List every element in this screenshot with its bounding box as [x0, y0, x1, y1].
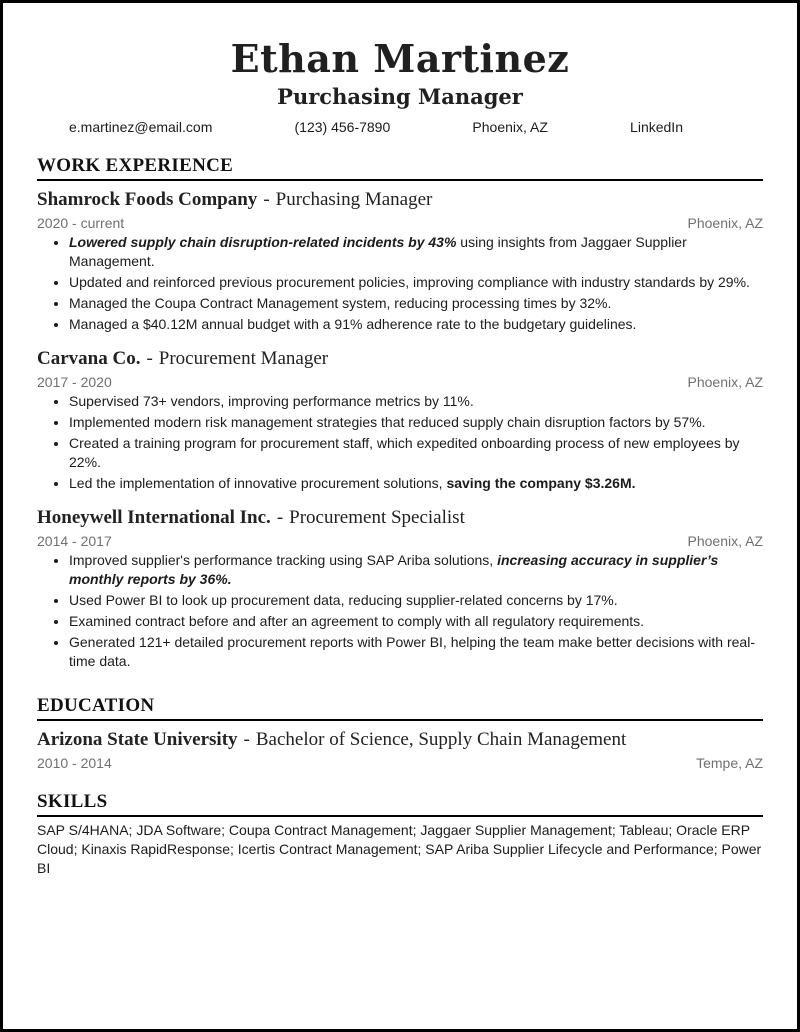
company-name: Honeywell International Inc.: [37, 507, 271, 528]
education-header: Arizona State University - Bachelor of Science, Supply Chain Management: [37, 729, 627, 750]
skills-heading: SKILLS: [37, 791, 763, 817]
job-role: Procurement Specialist: [289, 507, 465, 528]
job-bullets: [37, 392, 763, 493]
school-name: Arizona State University: [37, 729, 238, 750]
education-dates: 2010 - 2014: [37, 755, 112, 771]
job-location: Phoenix, AZ: [687, 215, 763, 231]
job-dates: 2017 - 2020: [37, 374, 112, 390]
degree-name: Bachelor of Science, Supply Chain Management: [255, 729, 627, 750]
bullet-item: • Improved supplier's performance tracking using SAP Ariba solutions, increasing accuracy in supplier’s monthly reports by 36%.: [69, 551, 763, 589]
job-meta: [37, 213, 763, 233]
phone-text: (123) 456-7890: [294, 119, 391, 135]
candidate-name: Ethan Martinez: [230, 36, 570, 81]
bullet-item: • Lowered supply chain disruption-related incidents by 43% using insights from Jaggaer Supplier Management.: [69, 233, 763, 271]
bullet-item: • Led the implementation of innovative procurement solutions, saving the company $3.26M.: [69, 474, 763, 493]
bullet-item: • Managed a $40.12M annual budget with a 91% adherence rate to the budgetary guidelines.: [69, 315, 763, 334]
job-entry: [37, 346, 763, 493]
bullet-item: • Managed the Coupa Contract Management system, reducing processing times by 32%.: [69, 294, 763, 313]
job-dates: 2014 - 2017: [37, 533, 112, 549]
education-meta: [37, 753, 763, 773]
job-entry: [37, 187, 763, 334]
education-location: Tempe, AZ: [696, 755, 763, 771]
education-heading: EDUCATION: [37, 695, 763, 721]
job-entry: [37, 505, 763, 671]
job-bullets: [37, 551, 763, 671]
job-bullets: [37, 233, 763, 334]
job-meta: [37, 531, 763, 551]
bullet-item: • Created a training program for procurement staff, which expedited onboarding process of new employees by 22%.: [69, 434, 763, 472]
location-text: Phoenix, AZ: [472, 119, 548, 135]
education-entry: [37, 727, 763, 773]
company-name: Shamrock Foods Company: [37, 189, 258, 210]
job-location: Phoenix, AZ: [687, 533, 763, 549]
job-header: Shamrock Foods Company - Purchasing Manager: [37, 189, 433, 210]
job-header: Honeywell International Inc. - Procurement Specialist: [37, 507, 465, 528]
job-location: Phoenix, AZ: [687, 374, 763, 390]
job-header: Carvana Co. - Procurement Manager: [37, 348, 329, 369]
work-experience-heading: WORK EXPERIENCE: [37, 155, 763, 181]
bullet-item: • Used Power BI to look up procurement data, reducing supplier-related concerns by 17%.: [69, 591, 763, 610]
email-link[interactable]: e.martinez@email.com: [69, 119, 213, 135]
job-dates: 2020 - current: [37, 215, 125, 231]
skills-list: SAP S/4HANA; JDA Software; Coupa Contract Management; Jaggaer Supplier Management; Tableau; Oracle ERP Cloud; Kinaxis RapidResponse; Icertis Contract Management; SAP Ariba Supplier Lifecycle and Performance; Power BI: [37, 822, 762, 876]
bullet-item: • Supervised 73+ vendors, improving performance metrics by 11%.: [69, 392, 763, 411]
company-name: Carvana Co.: [37, 348, 141, 369]
bullet-item: • Examined contract before and after an agreement to comply with all regulatory requirements.: [69, 612, 763, 631]
contact-bar: [37, 117, 763, 137]
bullet-item: • Generated 121+ detailed procurement reports with Power BI, helping the team make better decisions with real-time data.: [69, 633, 763, 671]
linkedin-link[interactable]: LinkedIn: [630, 119, 683, 135]
job-role: Procurement Manager: [158, 348, 329, 369]
job-role: Purchasing Manager: [275, 189, 433, 210]
bullet-item: • Updated and reinforced previous procurement policies, improving compliance with industry standards by 29%.: [69, 273, 763, 292]
job-meta: [37, 372, 763, 392]
bullet-item: • Implemented modern risk management strategies that reduced supply chain disruption factors by 57%.: [69, 413, 763, 432]
candidate-title: Purchasing Manager: [277, 84, 523, 109]
